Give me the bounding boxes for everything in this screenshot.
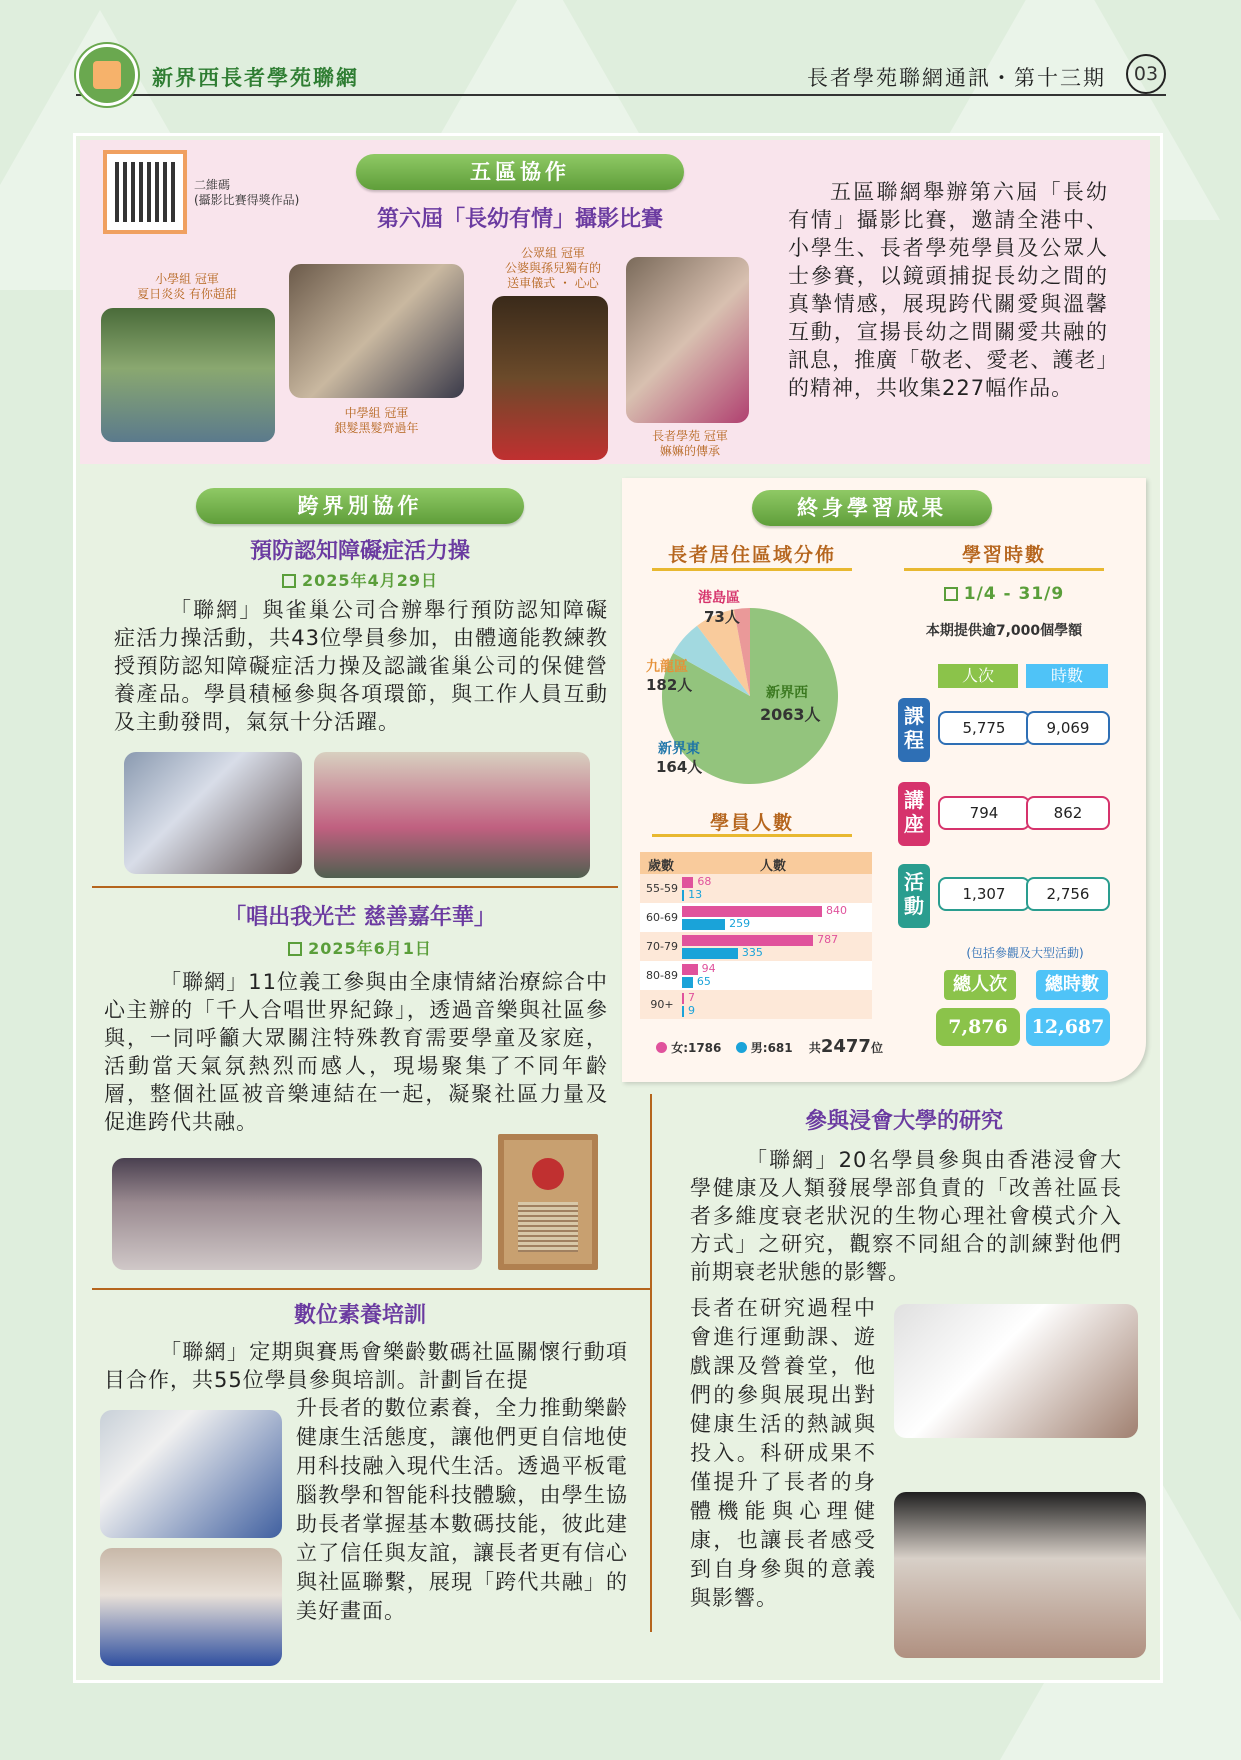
course-people: 5,775 (938, 711, 1030, 745)
qr-caption: 二維碼 (攝影比賽得獎作品) (194, 178, 300, 207)
members-bar-chart (640, 874, 872, 1024)
photo-elder-winner (626, 257, 749, 423)
photo-caption: 長者學苑 冠軍 嫲嫲的傳承 (652, 429, 728, 458)
activity-people: 1,307 (938, 877, 1030, 911)
event-date: 2025年4月29日 (120, 568, 600, 591)
category-course: 課程 (898, 698, 930, 762)
photo-research-activity (894, 1492, 1146, 1658)
pie-label-nte-name: 新界東 (658, 741, 700, 757)
bar-male (682, 977, 693, 988)
photo-digital-workshop (100, 1548, 282, 1666)
bar-category-label: 60-69 (646, 911, 678, 924)
bar-row (640, 961, 872, 990)
bar-value-label: 840 (826, 904, 847, 917)
activity-hours: 2,756 (1026, 877, 1110, 911)
bar-male (682, 1006, 684, 1017)
photo-exercise-group (314, 752, 590, 878)
photo-primary-winner (101, 308, 275, 442)
research-body-intro: 「聯網」20名學員參與由香港浸會大學健康及人類發展學部負責的「改善社區長者多維度衰老狀況的生物心理社會模式介入方式」之研究，觀察不同組合的訓練對他們前期衰老狀態的影響。 (690, 1148, 1122, 1284)
bar-male (682, 919, 725, 930)
title-underline (652, 568, 852, 571)
section-divider (92, 886, 618, 888)
event-date: 2025年6月1日 (120, 936, 600, 959)
total-people-label: 總人次 (944, 970, 1016, 1000)
photo-public-winner (492, 296, 608, 460)
bar-value-label: 68 (697, 875, 712, 888)
members-legend: 女:1786 男:681 共2477位 (656, 1036, 883, 1057)
members-table-header (640, 852, 872, 874)
bar-female (682, 964, 698, 975)
bar-value-label: 65 (696, 975, 711, 988)
photo-digital-class (100, 1410, 282, 1538)
bar-female (682, 906, 822, 917)
activity-note: (包括參觀及大型活動) (966, 946, 1084, 960)
legend-female: 女:1786 (671, 1041, 722, 1055)
pie-label-kln-name: 九龍區 (646, 659, 688, 675)
issue-title: 長者學苑聯網通訊・第十三期 (807, 66, 1106, 90)
col-count: 人數 (760, 859, 787, 874)
hours-title: 學習時數 (961, 544, 1046, 566)
total-people-value: 7,876 (936, 1008, 1020, 1046)
digital-title: 數位素養培訓 (293, 1303, 426, 1328)
pie-label-hk-name: 港島區 (698, 590, 740, 606)
research-body: 長者在研究過程中會進行運動課、遊戲課及營養堂，他們的參與展現出對健康生活的熱誠與投入。科研成果不僅提升了長者的身體機能與心理健康，也讓長者感受到自身參與的意義與影響。 (690, 1296, 876, 1610)
hours-period: 1/4 - 31/9 (904, 584, 1104, 604)
digital-body-intro: 「聯網」定期與賽馬會樂齡數碼社區關懷行動項目合作，共55位學員參與培訓。計劃旨在提 (104, 1340, 628, 1392)
lecture-people: 794 (938, 796, 1030, 830)
photo-research-game (894, 1304, 1138, 1438)
photo-caption: 中學組 冠軍 銀髮黑髮齊過年 (334, 406, 419, 435)
bar-category-label: 55-59 (646, 882, 678, 895)
pie-label-kln-value: 182人 (646, 676, 693, 694)
bar-male (682, 890, 684, 901)
col-age: 歲數 (648, 859, 675, 874)
total-hours-label: 總時數 (1036, 970, 1108, 1000)
bar-female (682, 935, 813, 946)
calendar-icon (282, 574, 296, 588)
pie-label-nte-value: 164人 (656, 758, 703, 776)
academy-logo (76, 44, 138, 106)
bar-row (640, 903, 872, 932)
col-head-hours: 時數 (1026, 664, 1108, 688)
bar-category-label: 80-89 (646, 969, 678, 982)
bar-row (640, 932, 872, 961)
bar-value-label: 13 (688, 888, 703, 901)
bar-value-label: 7 (688, 991, 695, 1004)
world-record-certificate (498, 1134, 598, 1270)
members-chart-title: 學員人數 (709, 812, 794, 834)
bar-category-label: 90+ (650, 998, 674, 1011)
brand-name: 新界西長者學苑聯網 (152, 66, 359, 90)
section-divider (92, 1288, 652, 1290)
pie-label-ntw-name: 新界西 (766, 685, 808, 701)
title-underline (652, 834, 852, 837)
lecture-hours: 862 (1026, 796, 1110, 830)
total-hours-value: 12,687 (1026, 1008, 1110, 1046)
photo-secondary-winner (289, 264, 464, 398)
column-divider (650, 1094, 652, 1632)
col-head-people: 人次 (938, 664, 1018, 688)
calendar-icon (288, 942, 302, 956)
bar-value-label: 259 (729, 917, 751, 930)
title-underline (904, 568, 1104, 571)
bar-row (640, 990, 872, 1019)
members-total: 2477 (820, 1036, 871, 1057)
event-body-exercise: 「聯網」與雀巢公司合辦舉行預防認知障礙症活力操活動，共43位學員參加，由體適能教練教授預防認知障礙症活力操及認識雀巢公司的保健營養產品。學員積極參與各項環節，與工作人員互動及主動發問，氣氛十分活躍。 (114, 598, 608, 734)
bar-category-label: 70-79 (646, 940, 678, 953)
event-title-exercise: 預防認知障礙症活力操 (249, 539, 470, 564)
photo-exercise-class (124, 752, 302, 874)
contest-body: 五區聯網舉辦第六屆「長幼有情」攝影比賽，邀請全港中、小學生、長者學苑學員及公眾人士參賽，以鏡頭捕捉長幼之間的真摯情感，展現跨代關愛與溫馨互動，宣揚長幼之間關愛共融的訊息，推廣「敬老、愛老、護老」的精神，共收集227幅作品。 (788, 180, 1108, 400)
photo-choir-crowd (112, 1158, 482, 1270)
bar-female (682, 993, 684, 1004)
contest-title: 第六屆「長幼有情」攝影比賽 (376, 207, 663, 232)
qr-code[interactable] (103, 150, 187, 234)
research-title: 參與浸會大學的研究 (804, 1109, 1003, 1134)
event-title-carnival: 「唱出我光芒 慈善嘉年華」 (224, 905, 496, 930)
pie-label-hk-value: 73人 (704, 608, 740, 626)
category-activity: 活動 (898, 864, 930, 928)
bar-male (682, 948, 738, 959)
district-chart-title: 長者居住區域分佈 (667, 544, 836, 566)
photo-caption: 公眾組 冠軍 公婆與孫兒獨有的 送車儀式 ・ 心心 (504, 246, 601, 290)
section-pill-five-district: 五區協作 (356, 154, 684, 190)
section-pill-cross-sector: 跨界別協作 (196, 488, 524, 524)
event-body-carnival: 「聯網」11位義工參與由全康情緒治療綜合中心主辦的「千人合唱世界紀錄」，透過音樂與社區參與，一同呼籲大眾關注特殊教育需要學童及家庭，活動當天氣氛熱烈而感人，現場聚集了不同年齡層，整個社區被音樂連結在一起，凝聚社區力量及促進跨代共融。 (104, 970, 608, 1134)
quota-text: 本期提供逾7,000個學額 (925, 623, 1083, 639)
bar-female (682, 877, 693, 888)
page-header (76, 40, 1166, 96)
digital-body: 升長者的數位素養，全力推動樂齡健康生活態度，讓他們更自信地使用科技融入現代生活。透過平板電腦教學和智能科技體驗，由學生協助長者掌握基本數碼技能，彼此建立了信任與友誼，讓長者更有信心與社區聯繫，展現「跨代共融」的美好畫面。 (296, 1396, 628, 1623)
category-lecture: 講座 (898, 782, 930, 846)
bar-value-label: 94 (701, 962, 716, 975)
photo-caption: 小學組 冠軍 夏日炎炎 有你超甜 (137, 272, 237, 301)
bar-value-label: 335 (741, 946, 763, 959)
course-hours: 9,069 (1026, 711, 1110, 745)
section-pill-lifelong: 終身學習成果 (752, 490, 992, 526)
legend-male: 男:681 (750, 1041, 793, 1055)
page-number: 03 (1126, 54, 1166, 94)
bar-row (640, 874, 872, 903)
pie-label-ntw-value: 2063人 (760, 705, 821, 724)
calendar-icon (944, 587, 958, 601)
bar-value-label: 787 (817, 933, 839, 946)
bar-value-label: 9 (688, 1004, 695, 1017)
